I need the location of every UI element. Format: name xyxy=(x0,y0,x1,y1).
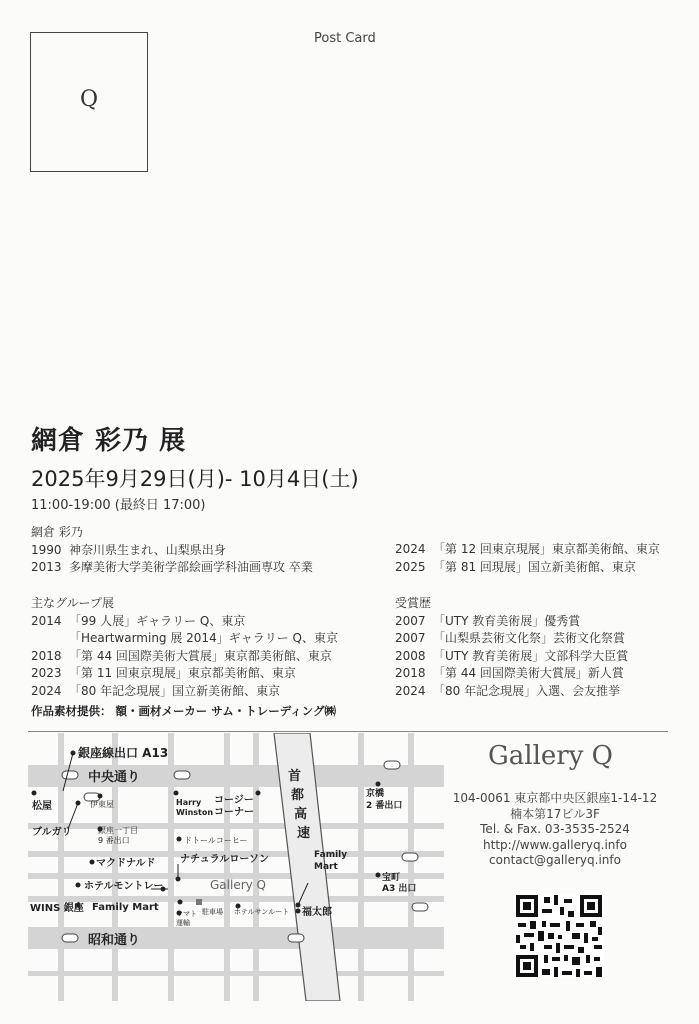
bio-row xyxy=(395,541,660,559)
gallery-marker xyxy=(196,899,202,905)
bio-row xyxy=(395,559,660,577)
map-label-bulgari: ブルガリ xyxy=(32,827,72,838)
group-exhibition-row xyxy=(31,683,338,701)
group-text: 「第 11 回東京現展」東京都美術館、東京 xyxy=(69,666,296,680)
award-year: 2007 xyxy=(395,613,426,628)
group-year: 2024 xyxy=(31,683,62,698)
website-link[interactable]: http://www.galleryq.info xyxy=(483,837,627,852)
map-label-chuo-dori: 中央通り xyxy=(88,770,141,785)
group-exhibitions xyxy=(31,595,338,700)
group-year: 2018 xyxy=(31,648,62,663)
map-label-cozy-corner: コージー xyxy=(214,795,254,806)
exhibition-hours: 11:00-19:00 (最終日 17:00) xyxy=(31,498,206,513)
road-v xyxy=(253,733,259,1001)
group-exhibition-row xyxy=(31,665,338,683)
bio-year: 2025 xyxy=(395,559,426,574)
exit-marker xyxy=(384,761,400,769)
award-text: 「80 年記念現展」入選、会友推挙 xyxy=(433,683,621,698)
map-label-cozy-corner: コーナー xyxy=(214,807,254,818)
map-label-harry-winston: Winston xyxy=(176,808,214,817)
award-year: 2007 xyxy=(395,631,426,645)
map-label-kyobashi: 京橋 xyxy=(366,789,385,799)
address-line: 104-0061 東京都中央区銀座1-14-12 xyxy=(452,791,658,805)
artist-bio-continued xyxy=(395,541,660,576)
divider xyxy=(28,731,668,732)
exit-marker xyxy=(62,771,78,779)
map-label-harry-winston: Harry xyxy=(176,798,202,807)
award-text: 「UTY 教育美術展」文部科学大臣賞 xyxy=(433,648,629,663)
materials-credit: 作品素材提供： 額・画材メーカー サム・トレーディング㈱ xyxy=(31,704,337,718)
map-label-matsuya: 松屋 xyxy=(32,801,52,812)
award-text: 「山梨県芸術文化祭」芸術文化祭賞 xyxy=(433,631,626,645)
award-row xyxy=(395,665,628,683)
award-text: 「第 44 回国際美術大賞展」新人賞 xyxy=(433,666,624,680)
exit-marker xyxy=(174,771,190,779)
bio-text: 多摩美術大学美術学部絵画学科油画専攻 卒業 xyxy=(69,560,313,574)
group-text: 「99 人展」ギャラリー Q、東京 xyxy=(69,613,246,628)
exit-marker xyxy=(62,934,78,942)
map-label-takaracho: A3 出口 xyxy=(382,884,417,894)
address-line: 楠本第17ビル3F xyxy=(510,806,600,821)
map-label-family-mart-right: Family xyxy=(314,850,348,860)
postcard-label: Post Card xyxy=(314,31,376,46)
map-label-family-mart-left: Family Mart xyxy=(92,902,159,913)
exhibition-title: 網倉 彩乃 展 xyxy=(31,426,187,456)
map-label-hotel-sunroute: ホテルサンルート xyxy=(234,908,290,916)
phone-line: Tel. & Fax. 03-3535-2524 xyxy=(480,822,630,836)
map-label-doutor: ドトールコーヒー xyxy=(184,836,248,845)
road-v xyxy=(168,733,174,1001)
map-label-hotel-monterey: ホテルモントレー xyxy=(84,881,164,892)
qr-code-icon xyxy=(514,893,604,979)
map-label-wins-ginza: WINS 銀座 xyxy=(30,903,84,914)
bio-row xyxy=(31,559,313,577)
bio-row xyxy=(31,542,313,560)
artist-bio xyxy=(31,524,313,577)
map-label-kyobashi: 2 番出口 xyxy=(366,801,403,811)
road-h xyxy=(28,971,444,976)
map-label-parking: 駐車場 xyxy=(202,908,223,916)
access-map xyxy=(28,733,444,1001)
bio-year: 1990 xyxy=(31,542,62,557)
group-text: 「Heartwarming 展 2014」ギャラリー Q、東京 xyxy=(69,631,338,645)
map-label-shuto: 速 xyxy=(297,826,311,841)
exhibition-dates: 2025年9月29日(月)- 10月4日(土) xyxy=(31,467,359,491)
award-text: 「UTY 教育美術展」優秀賞 xyxy=(433,613,581,628)
award-row xyxy=(395,683,628,701)
award-year: 2008 xyxy=(395,648,426,663)
road-v xyxy=(358,733,364,1001)
stamp-letter: Q xyxy=(79,87,99,112)
map-label-gallery-q: Gallery Q xyxy=(210,878,266,892)
bio-year: 2024 xyxy=(395,542,426,556)
gallery-name: Gallery Q xyxy=(488,741,613,771)
award-year: 2024 xyxy=(395,683,426,698)
awards xyxy=(395,595,628,700)
map-label-yamato: 運輸 xyxy=(176,919,190,927)
map-label-exit-a13: 銀座線出口 A13 xyxy=(78,746,169,760)
road-h xyxy=(28,823,444,829)
map-label-showa-dori: 昭和通り xyxy=(88,933,141,948)
group-text: 「第 44 回国際美術大賞展」東京都美術館、東京 xyxy=(69,648,332,663)
exit-marker xyxy=(288,934,304,942)
award-row xyxy=(395,648,628,666)
map-label-itoya: 伊東屋 xyxy=(90,800,114,809)
award-year: 2018 xyxy=(395,666,426,680)
map-label-ginza-exit9: 銀座一丁目 xyxy=(98,826,138,835)
road-v xyxy=(224,733,230,1001)
map-label-ginza-exit9: 9 番出口 xyxy=(98,836,130,845)
map-label-family-mart-right: Mart xyxy=(314,862,338,872)
group-exhibition-row xyxy=(31,630,338,648)
road-h xyxy=(28,896,444,902)
email-link[interactable]: contact@galleryq.info xyxy=(489,853,621,867)
exit-marker xyxy=(412,903,428,911)
award-row xyxy=(395,613,628,631)
bio-text: 「第 12 回東京現展」東京都美術館、東京 xyxy=(433,542,660,556)
artist-name: 網倉 彩乃 xyxy=(31,525,83,539)
road-v xyxy=(408,733,414,1001)
stamp-box xyxy=(30,32,148,172)
map-label-takaracho: 宝町 xyxy=(382,873,401,883)
group-year xyxy=(31,630,69,648)
award-row xyxy=(395,630,628,648)
group-exhibitions-heading: 主なグループ展 xyxy=(31,596,115,610)
map-label-fukutaro: 福太郎 xyxy=(302,907,332,918)
map-label-shuto: 首 xyxy=(288,769,302,784)
bio-text: 「第 81 回現展」国立新美術館、東京 xyxy=(433,559,636,574)
group-exhibition-row xyxy=(31,613,338,631)
group-text: 「80 年記念現展」国立新美術館、東京 xyxy=(69,683,281,698)
group-year: 2014 xyxy=(31,613,62,628)
map-label-yamato: ヤマト xyxy=(176,910,197,918)
exit-marker xyxy=(402,853,418,861)
gallery-address xyxy=(444,791,666,869)
map-label-shuto: 都 xyxy=(291,788,305,803)
bio-year: 2013 xyxy=(31,560,62,574)
map-label-mcdonalds: マクドナルド xyxy=(96,858,156,869)
group-exhibition-row xyxy=(31,648,338,666)
map-label-shuto: 高 xyxy=(294,807,308,822)
bio-text: 神奈川県生まれ、山梨県出身 xyxy=(69,542,226,557)
group-year: 2023 xyxy=(31,666,62,680)
map-label-natural-lawson: ナチュラルローソン xyxy=(180,854,269,865)
awards-heading: 受賞歴 xyxy=(395,596,432,610)
